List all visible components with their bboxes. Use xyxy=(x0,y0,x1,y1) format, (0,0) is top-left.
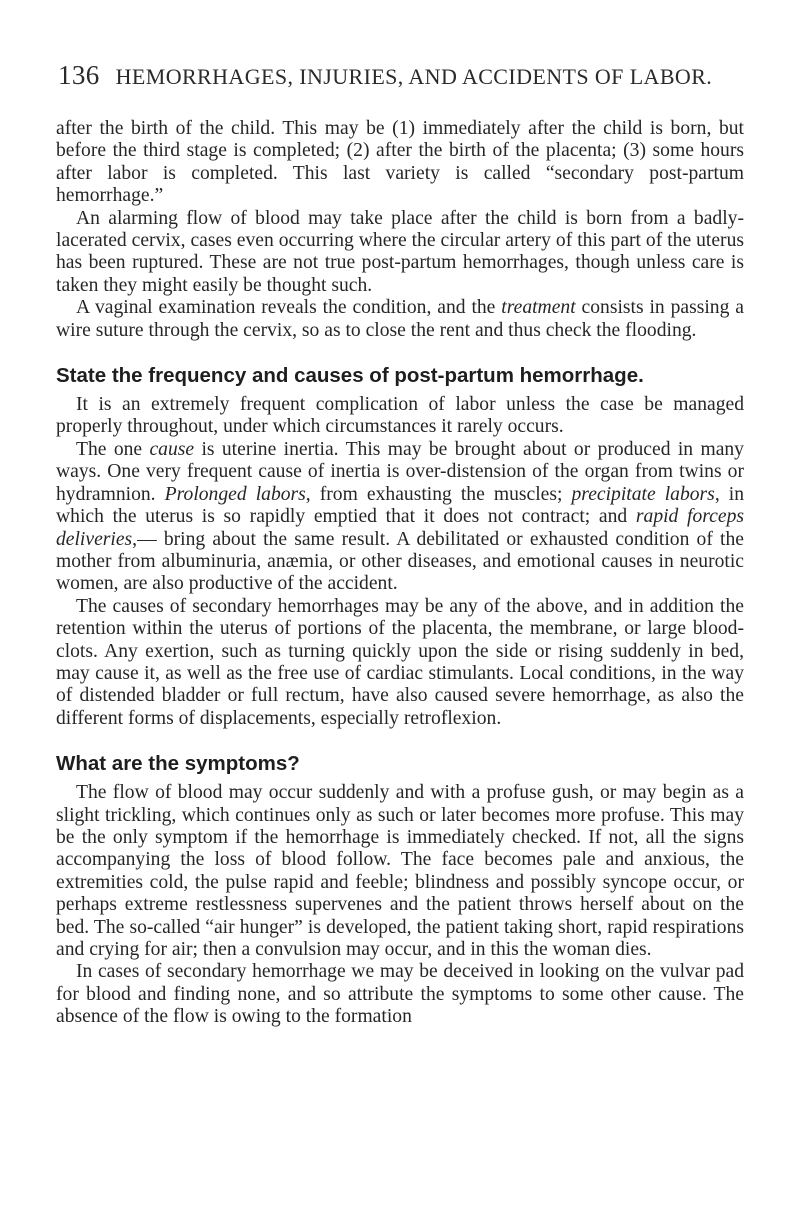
paragraph xyxy=(56,297,744,342)
emphasis-rapid-forceps: rapid forceps deliveries xyxy=(56,506,744,550)
text-run: consists in passing a wire suture through the cervix, so as to close the rent and thus check the flooding. xyxy=(56,297,744,341)
text-run: ,— bring about the same result. A debilitated or exhausted condition of the mother from albuminuria, anæmia, or other diseases, and emotional causes in neurotic women, are also productive of the accident. xyxy=(56,528,744,595)
paragraph xyxy=(56,439,744,596)
paragraph: after the birth of the child. This may be (1) immediately after the child is born, but before the third stage is completed; (2) after the birth of the placenta; (3) some hours after labor is completed. This last variety is called “secondary post-partum hemorrhage.” xyxy=(56,118,744,207)
emphasis-prolonged-labors: Prolonged labors xyxy=(164,483,306,505)
paragraph: The causes of secondary hemorrhages may be any of the above, and in addition the retention within the uterus of portions of the placenta, the membrane, or large blood-clots. Any exertion, such as turning quickly upon the side or rising suddenly in bed, may cause it, as well as the free use of cardiac stimulants. Local conditions, in the way of distended bladder or full rectum, have also caused severe hemorrhage, as also the different forms of displacements, especially retroflexion. xyxy=(56,595,744,729)
paragraph: An alarming flow of blood may take place after the child is born from a badly-lacerated cervix, cases even occurring where the circular artery of this part of the uterus has been ruptured. These are not true post-partum hemorrhages, though unless care is taken they might easily be thought such. xyxy=(56,207,744,296)
emphasis-cause: cause xyxy=(149,438,195,460)
paragraph: In cases of secondary hemorrhage we may be deceived in looking on the vulvar pad for blood and finding none, and so attribute the symptoms to some other cause. The absence of the flow is owing to the formation xyxy=(56,961,744,1028)
running-head xyxy=(58,60,758,91)
page-number: 136 xyxy=(58,60,100,90)
paragraph: The flow of blood may occur suddenly and with a profuse gush, or may begin as a slight trickling, which continues only as such or later becomes more profuse. This may be the only symptom if the hemorrhage is immediately checked. If not, all the signs accompanying the loss of blood follow. The face becomes pale and anxious, the extremities cold, the pulse rapid and feeble; blindness and possibly syncope occur, or perhaps extreme restlessness supervenes and the patient throws herself about on the bed. The so-called “air hunger” is developed, the patient taking short, rapid respirations and crying for air; then a convulsion may occur, and in this the woman dies. xyxy=(56,782,744,960)
paragraph: It is an extremely frequent complication of labor unless the case be managed properly throughout, under which circumstances it rarely occurs. xyxy=(56,394,744,438)
chapter-title: HEMORRHAGES, INJURIES, AND ACCIDENTS OF LABOR. xyxy=(115,64,713,89)
body-text xyxy=(56,118,744,1029)
text-run: , in which the uterus is so rapidly emptied that it does not contract; and xyxy=(56,483,745,528)
text-run: is uterine inertia. This may be brought about or produced in many ways. One very frequent cause of inertia is over-distension of the organ from twins or hydramnion. xyxy=(56,438,744,505)
text-run: , from exhausting the muscles; xyxy=(305,483,572,505)
text-run: The one xyxy=(76,438,150,460)
question-heading-symptoms: What are the symptoms? xyxy=(56,752,300,776)
text-run: A vaginal examination reveals the condition, and the xyxy=(76,297,502,319)
question-heading-frequency: State the frequency and causes of post-partum hemorrhage. xyxy=(56,364,644,388)
emphasis-treatment: treatment xyxy=(501,297,576,319)
emphasis-precipitate-labors: precipitate labors xyxy=(571,483,715,505)
